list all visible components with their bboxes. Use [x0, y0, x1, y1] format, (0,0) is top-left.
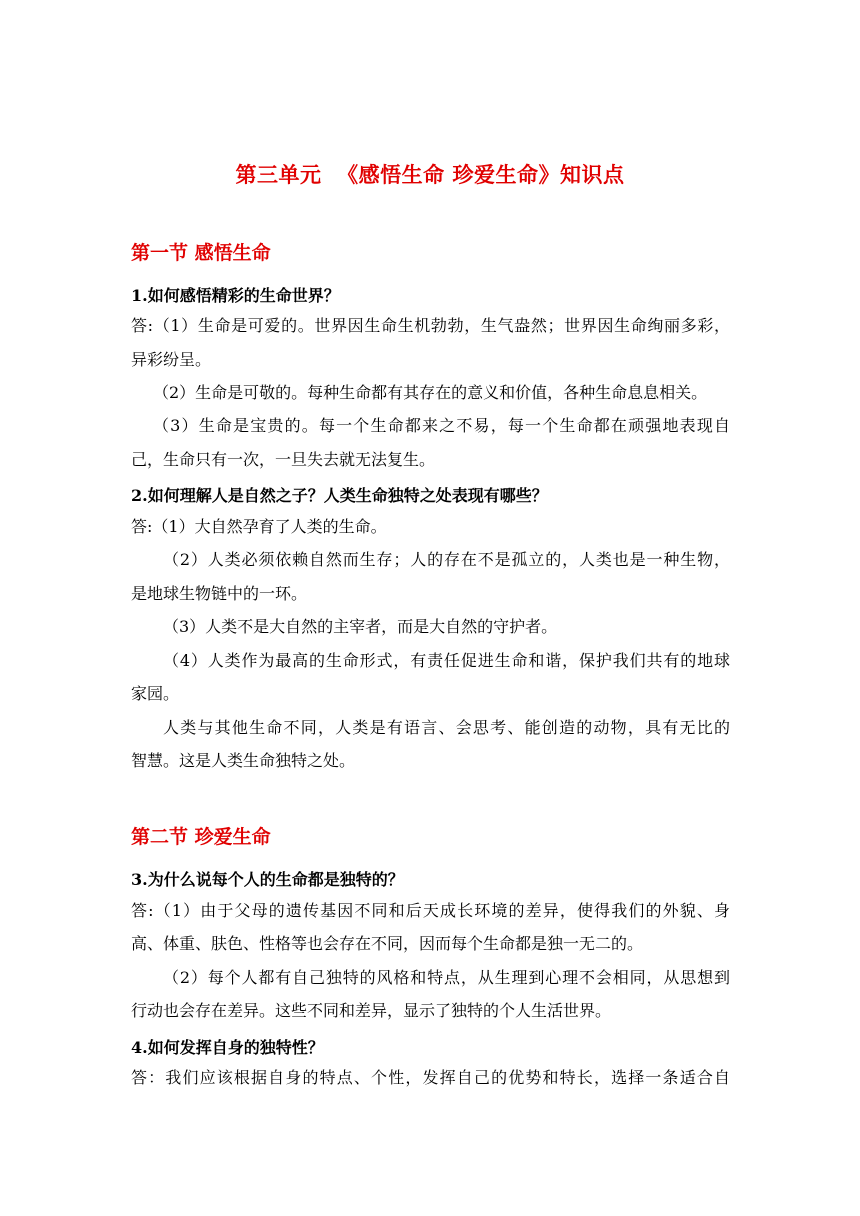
answer-line: （2）人类必须依赖自然而生存；人的存在不是孤立的，人类也是一种生物， — [163, 550, 730, 569]
section-heading-1: 第一节 感悟生命 — [131, 242, 271, 264]
answer-line: 答:（1）生命是可爱的。世界因生命生机勃勃，生气盎然；世界因生命绚丽多彩， — [131, 316, 730, 335]
document-title: 第三单元 《感悟生命 珍爱生命》知识点 — [235, 162, 625, 187]
answer-line: 行动也会存在差异。这些不同和差异，显示了独特的个人生活世界。 — [131, 1001, 612, 1020]
answer-line: （2）每个人都有自己独特的风格和特点，从生理到心理不会相同，从思想到 — [163, 968, 730, 987]
answer-line: （2）生命是可敬的。每种生命都有其存在的意义和价值，各种生命息息相关。 — [153, 383, 708, 402]
question-4: 4.如何发挥自身的独特性？ — [131, 1038, 324, 1057]
answer-line: 异彩纷呈。 — [131, 350, 212, 369]
question-3: 3.为什么说每个人的生命都是独特的？ — [131, 870, 404, 889]
answer-line: 己，生命只有一次，一旦失去就无法复生。 — [131, 450, 436, 469]
question-1: 1.如何感悟精彩的生命世界？ — [131, 286, 340, 305]
answer-line: 家园。 — [131, 684, 180, 703]
answer-line: 智慧。这是人类生命独特之处。 — [131, 751, 356, 770]
answer-line: 答：我们应该根据自身的特点、个性，发挥自己的优势和特长，选择一条适合自 — [131, 1068, 730, 1087]
answer-line: 人类与其他生命不同，人类是有语言、会思考、能创造的动物，具有无比的 — [163, 718, 730, 737]
answer-line: 答:（1）由于父母的遗传基因不同和后天成长环境的差异，使得我们的外貌、身 — [131, 901, 730, 920]
question-2: 2.如何理解人是自然之子？人类生命独特之处表现有哪些？ — [131, 486, 548, 505]
answer-line: 答:（1）大自然孕育了人类的生命。 — [131, 517, 387, 536]
answer-line: 是地球生物链中的一环。 — [131, 584, 308, 603]
section-heading-2: 第二节 珍爱生命 — [131, 826, 271, 848]
answer-line: （3）生命是宝贵的。每一个生命都来之不易，每一个生命都在顽强地表现自 — [153, 416, 730, 435]
answer-line: （3）人类不是大自然的主宰者，而是大自然的守护者。 — [163, 617, 558, 636]
answer-line: （4）人类作为最高的生命形式，有责任促进生命和谐，保护我们共有的地球 — [163, 651, 730, 670]
answer-line: 高、体重、肤色、性格等也会存在不同，因而每个生命都是独一无二的。 — [131, 934, 644, 953]
